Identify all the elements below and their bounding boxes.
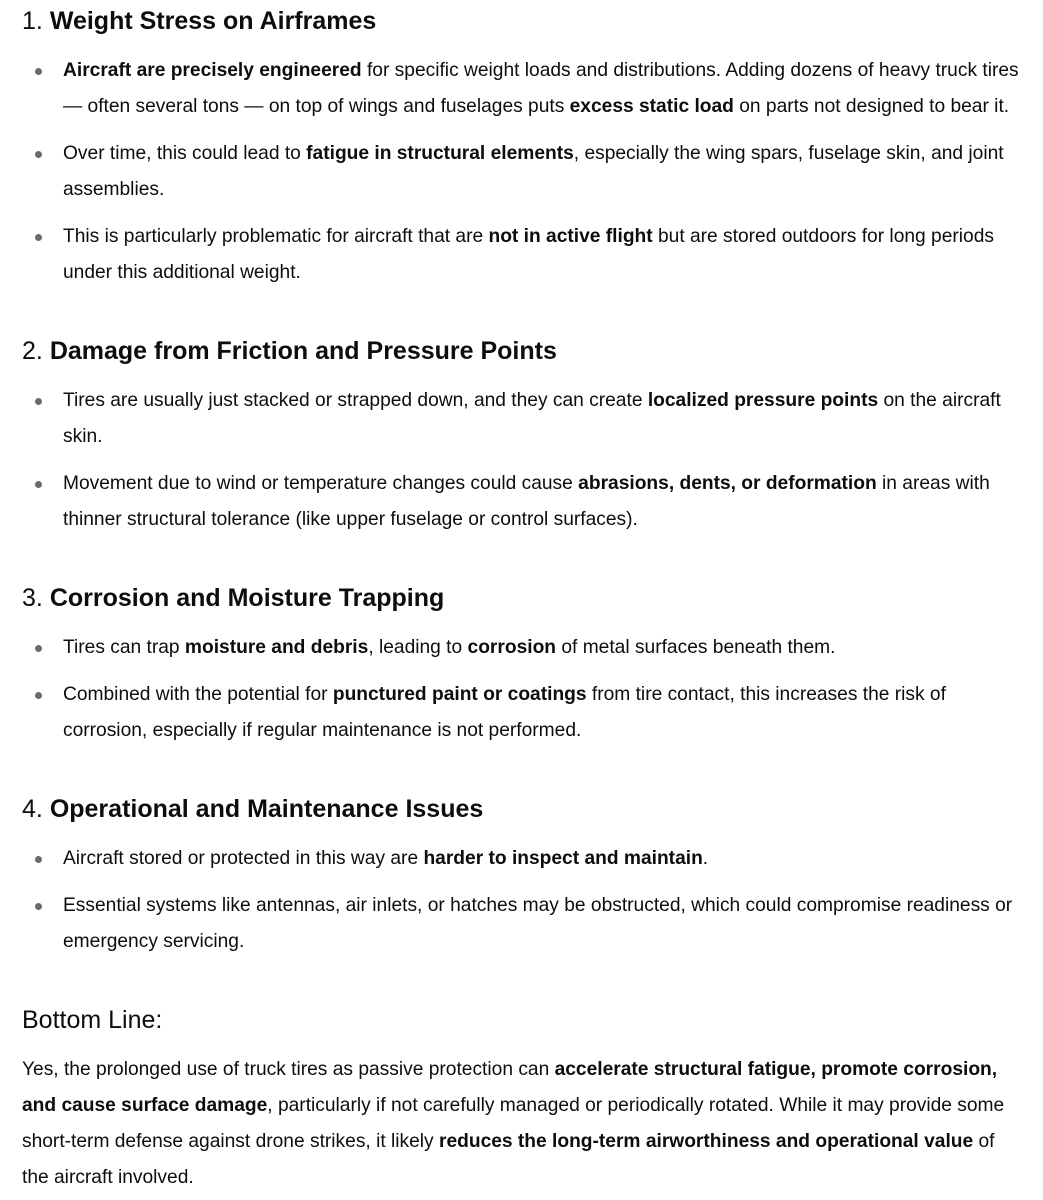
bold-phrase: punctured paint or coatings <box>332 684 587 705</box>
list-item: Tires are usually just stacked or strapped down, and they can create localized pressure points on the aircraft skin. <box>22 383 1021 455</box>
section-title: Damage from Friction and Pressure Points <box>49 337 557 365</box>
bold-phrase: harder to inspect and maintain <box>423 848 703 869</box>
bottom-line-heading: Bottom Line: <box>22 1006 163 1034</box>
section-number: 3. <box>22 584 43 612</box>
section-heading <box>22 788 1021 828</box>
section-number: 4. <box>22 795 43 823</box>
list-item: Aircraft are precisely engineered for specific weight loads and distributions. Adding dozens of heavy truck tires — often several tons — on top of wings and fuselages puts excess static load on parts not designed to bear it. <box>22 53 1021 125</box>
section-operational-maintenance <box>22 788 1021 960</box>
bold-phrase: excess static load <box>569 96 734 117</box>
bullet-list <box>22 630 1021 749</box>
bold-phrase: reduces the long-term airworthiness and operational value <box>438 1131 974 1152</box>
bold-phrase: localized pressure points <box>647 390 879 411</box>
section-corrosion-moisture <box>22 577 1021 749</box>
section-friction-pressure <box>22 330 1021 538</box>
bold-phrase: Aircraft are precisely engineered <box>63 60 362 81</box>
list-item: Over time, this could lead to fatigue in structural elements, especially the wing spars, fuselage skin, and joint assemblies. <box>22 136 1021 208</box>
bold-phrase: abrasions, dents, or deformation <box>578 473 877 494</box>
list-item: Aircraft stored or protected in this way are harder to inspect and maintain. <box>22 841 1021 877</box>
list-item: Essential systems like antennas, air inlets, or hatches may be obstructed, which could compromise readiness or emergency servicing. <box>22 888 1021 960</box>
bold-phrase: fatigue in structural elements <box>306 143 574 164</box>
section-title: Operational and Maintenance Issues <box>49 795 484 823</box>
section-title: Weight Stress on Airframes <box>49 7 377 35</box>
bullet-list <box>22 841 1021 960</box>
bullet-list <box>22 383 1021 538</box>
section-number: 2. <box>22 337 43 365</box>
section-heading <box>22 330 1021 370</box>
bold-phrase: accelerate structural fatigue, promote corrosion, and cause surface damage <box>22 1059 998 1116</box>
section-number: 1. <box>22 7 43 35</box>
bold-phrase: moisture and debris <box>184 637 369 658</box>
list-item: This is particularly problematic for aircraft that are not in active flight but are stored outdoors for long periods under this additional weight. <box>22 219 1021 291</box>
bottom-line-paragraph: Yes, the prolonged use of truck tires as passive protection can accelerate structural fatigue, promote corrosion, and cause surface damage, particularly if not carefully managed or periodically rotated. While it may provide some short-term defense against drone strikes, it likely reduces the long-term airworthiness and operational value of the aircraft involved. <box>22 1059 1005 1188</box>
section-heading <box>22 0 1021 40</box>
bullet-list <box>22 53 1021 291</box>
bold-phrase: not in active flight <box>488 226 653 247</box>
section-title: Corrosion and Moisture Trapping <box>49 584 445 612</box>
section-weight-stress <box>22 0 1021 291</box>
list-item: Movement due to wind or temperature changes could cause abrasions, dents, or deformation in areas with thinner structural tolerance (like upper fuselage or control surfaces). <box>22 466 1021 538</box>
list-item: Tires can trap moisture and debris, leading to corrosion of metal surfaces beneath them. <box>22 630 1021 666</box>
bold-phrase: corrosion <box>467 637 557 658</box>
bottom-line-section <box>22 999 1021 1196</box>
list-item: Combined with the potential for punctured paint or coatings from tire contact, this increases the risk of corrosion, especially if regular maintenance is not performed. <box>22 677 1021 749</box>
section-heading <box>22 577 1021 617</box>
